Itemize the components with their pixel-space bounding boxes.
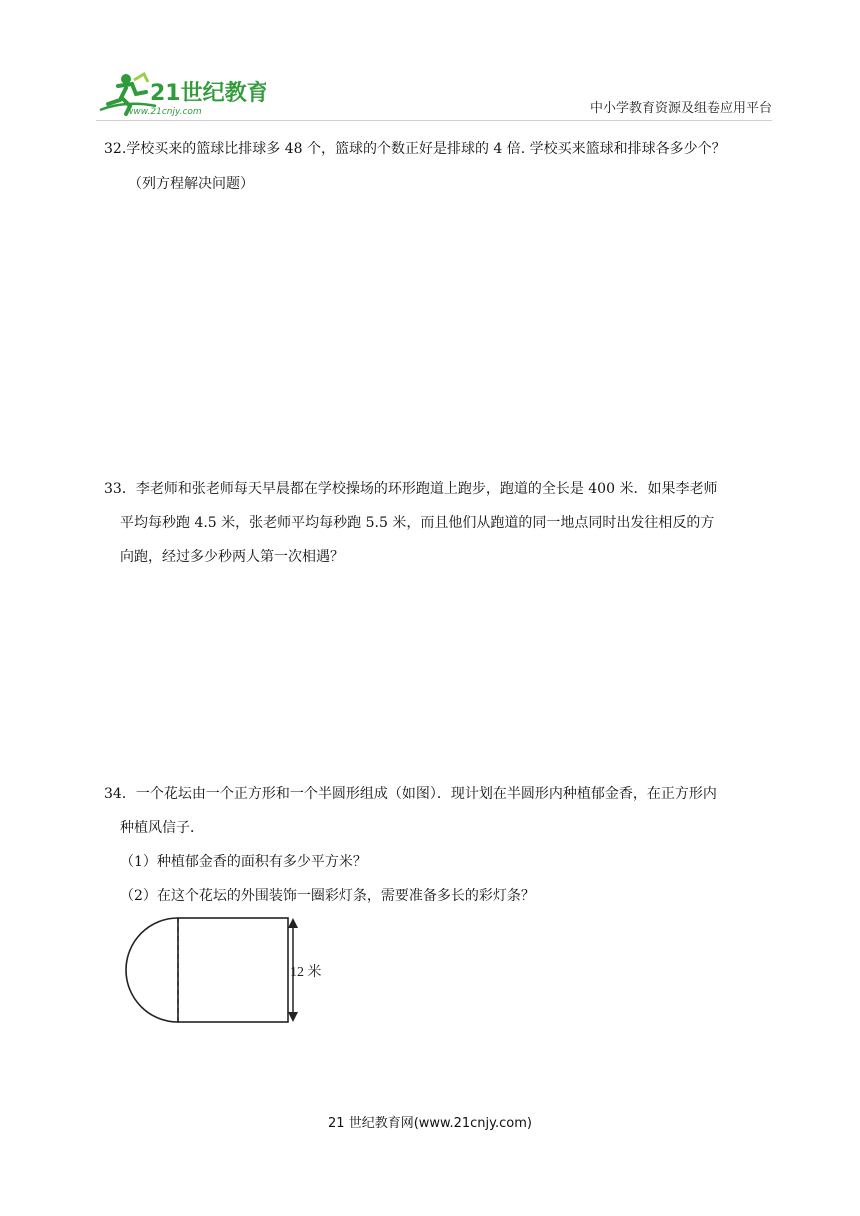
header-divider — [96, 120, 772, 121]
logo-text: 21世纪教育 — [150, 81, 266, 106]
question-34-line-1 — [104, 783, 717, 805]
platform-name: 中小学教育资源及组卷应用平台 — [589, 101, 772, 116]
question-32-number: 32. — [104, 141, 127, 157]
question-34-number: 34． — [104, 786, 136, 802]
semicircle-outline — [126, 918, 178, 1022]
question-33-number: 33． — [104, 481, 136, 497]
flowerbed-figure — [120, 912, 340, 1028]
question-34-text-1: 一个花坛由一个正方形和一个半圆形组成（如图）．现计划在半圆形内种植郁金香，在正方形内 — [135, 786, 717, 802]
square-outline — [178, 918, 288, 1022]
question-32-line-2: （列方程解决问题） — [128, 176, 254, 192]
site-logo — [96, 70, 266, 116]
flowerbed-diagram — [120, 912, 340, 1028]
question-34-sub-1: （1）种植郁金香的面积有多少平方米？ — [120, 854, 367, 870]
question-34-sub-2: （2）在这个花坛的外围装饰一圈彩灯条，需要准备多长的彩灯条？ — [120, 888, 535, 904]
logo-subtext: www.21cnjy.com — [126, 107, 202, 116]
dimension-label: 12 米 — [290, 965, 322, 980]
question-34-line-2: 种植风信子． — [120, 820, 204, 836]
question-33-line-3: 向跑，经过多少秒两人第一次相遇？ — [120, 549, 344, 565]
question-33-line-2: 平均每秒跑 4.5 米，张老师平均每秒跑 5.5 米，而且他们从跑道的同一地点同时出发往相反的方 — [120, 515, 715, 531]
question-32-line-1 — [104, 138, 726, 160]
question-32-text-1: 学校买来的篮球比排球多 48 个，篮球的个数正好是排球的 4 倍. 学校买来篮球和排球各多少个？ — [126, 141, 726, 157]
question-33-text-1: 李老师和张老师每天早晨都在学校操场的环形跑道上跑步，跑道的全长是 400 米．如果李老师 — [135, 481, 718, 497]
runner-logo-icon — [96, 70, 266, 116]
arrow-down-icon — [288, 1012, 298, 1022]
arrow-up-icon — [288, 918, 298, 928]
page-footer: 21 世纪教育网(www.21cnjy.com) — [328, 1116, 532, 1131]
question-33-line-1 — [104, 478, 717, 500]
